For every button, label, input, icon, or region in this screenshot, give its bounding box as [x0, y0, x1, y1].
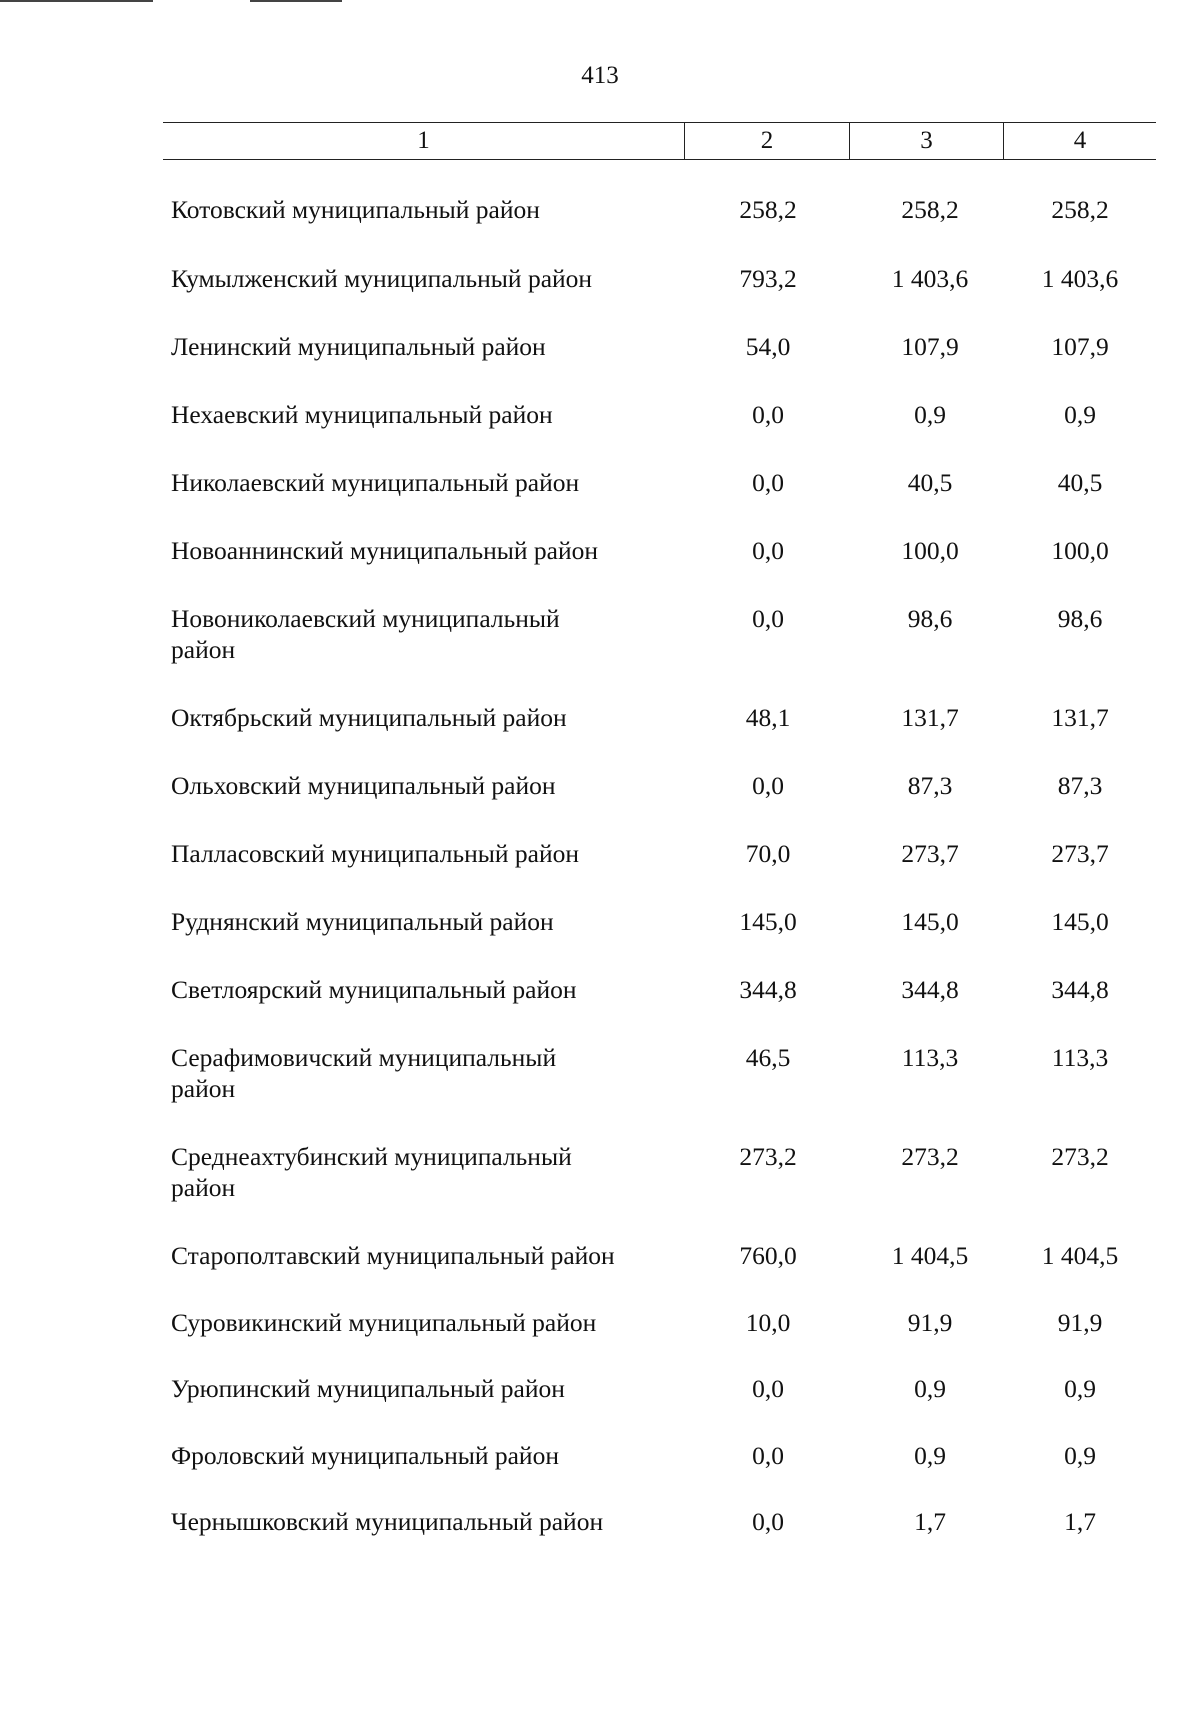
row-name: Новониколаевский муниципальный район [171, 604, 560, 664]
row-value-col-2: 0,0 [752, 604, 784, 633]
row-value-col-3: 258,2 [901, 195, 959, 224]
row-name: Руднянский муниципальный район [171, 907, 554, 936]
row-value-col-4: 87,3 [1057, 771, 1103, 800]
row-name: Урюпинский муниципальный район [171, 1374, 565, 1403]
row-name: Котовский муниципальный район [171, 195, 540, 224]
row-name: Фроловский муниципальный район [171, 1441, 559, 1470]
header-col-1: 1 [163, 123, 685, 159]
row-value-col-2: 10,0 [745, 1308, 791, 1337]
row-value-col-2: 793,2 [739, 264, 797, 293]
scan-edge-mark-left [0, 0, 153, 2]
row-value-col-3: 1,7 [914, 1507, 946, 1536]
row-value-col-4: 40,5 [1057, 468, 1103, 497]
row-value-col-3: 91,9 [907, 1308, 953, 1337]
row-value-col-2: 46,5 [745, 1043, 791, 1072]
row-value-col-4: 100,0 [1051, 536, 1109, 565]
row-value-col-4: 273,2 [1051, 1142, 1109, 1171]
row-value-col-2: 0,0 [752, 1507, 784, 1536]
row-value-col-2: 760,0 [739, 1241, 797, 1270]
row-name: Кумылженский муниципальный район [171, 264, 593, 293]
row-value-col-4: 145,0 [1051, 907, 1109, 936]
row-value-col-3: 0,9 [914, 1441, 946, 1470]
row-value-col-2: 145,0 [739, 907, 797, 936]
row-value-col-4: 107,9 [1051, 332, 1109, 361]
row-value-col-3: 131,7 [901, 703, 959, 732]
row-name: Новоаннинский муниципальный район [171, 536, 598, 565]
row-value-col-3: 1 403,6 [891, 264, 969, 293]
row-value-col-2: 0,0 [752, 468, 784, 497]
table-header [163, 122, 1156, 160]
row-value-col-3: 145,0 [901, 907, 959, 936]
row-value-col-3: 107,9 [901, 332, 959, 361]
row-value-col-3: 113,3 [901, 1043, 959, 1072]
row-value-col-4: 98,6 [1057, 604, 1103, 633]
row-name: Серафимовичский муниципальный район [171, 1043, 557, 1103]
header-col-4: 4 [1073, 127, 1087, 154]
row-value-col-2: 70,0 [745, 839, 791, 868]
row-value-col-2: 54,0 [745, 332, 791, 361]
row-value-col-2: 0,0 [752, 771, 784, 800]
row-name: Ольховский муниципальный район [171, 771, 556, 800]
row-value-col-2: 0,0 [752, 536, 784, 565]
row-name: Ленинский муниципальный район [171, 332, 546, 361]
row-value-col-3: 273,7 [901, 839, 959, 868]
row-name: Нехаевский муниципальный район [171, 400, 553, 429]
row-value-col-4: 344,8 [1051, 975, 1109, 1004]
row-name: Светлоярский муниципальный район [171, 975, 577, 1004]
row-name: Суровикинский муниципальный район [171, 1308, 597, 1337]
row-value-col-3: 40,5 [907, 468, 953, 497]
row-name: Октябрьский муниципальный район [171, 703, 567, 732]
row-value-col-3: 344,8 [901, 975, 959, 1004]
row-value-col-2: 0,0 [752, 400, 784, 429]
row-value-col-3: 0,9 [914, 1374, 946, 1403]
row-value-col-4: 0,9 [1064, 1441, 1096, 1470]
row-value-col-3: 1 404,5 [891, 1241, 969, 1270]
row-name: Николаевский муниципальный район [171, 468, 580, 497]
row-value-col-3: 100,0 [901, 536, 959, 565]
row-value-col-2: 0,0 [752, 1374, 784, 1403]
row-value-col-3: 98,6 [907, 604, 953, 633]
page-number: 413 [581, 62, 619, 89]
row-value-col-2: 273,2 [739, 1142, 797, 1171]
row-name: Среднеахтубинский муниципальный район [171, 1142, 572, 1202]
row-value-col-2: 258,2 [739, 195, 797, 224]
row-value-col-4: 91,9 [1057, 1308, 1103, 1337]
row-value-col-2: 0,0 [752, 1441, 784, 1470]
row-value-col-3: 0,9 [914, 400, 946, 429]
scan-edge-mark-top [250, 0, 342, 2]
row-value-col-4: 0,9 [1064, 1374, 1096, 1403]
row-value-col-4: 273,7 [1051, 839, 1109, 868]
row-name: Старополтавский муниципальный район [171, 1241, 615, 1270]
row-value-col-4: 0,9 [1064, 400, 1096, 429]
row-value-col-4: 258,2 [1051, 195, 1109, 224]
row-value-col-4: 1 404,5 [1041, 1241, 1119, 1270]
row-value-col-4: 113,3 [1051, 1043, 1109, 1072]
row-value-col-3: 273,2 [901, 1142, 959, 1171]
row-value-col-4: 1 403,6 [1041, 264, 1119, 293]
row-name: Чернышковский муниципальный район [171, 1507, 604, 1536]
row-name: Палласовский муниципальный район [171, 839, 579, 868]
row-value-col-4: 1,7 [1064, 1507, 1096, 1536]
row-value-col-2: 344,8 [739, 975, 797, 1004]
header-col-2: 2 [685, 123, 850, 159]
row-value-col-4: 131,7 [1051, 703, 1109, 732]
row-value-col-3: 87,3 [907, 771, 953, 800]
header-col-3: 3 [850, 123, 1004, 159]
row-value-col-2: 48,1 [745, 703, 791, 732]
